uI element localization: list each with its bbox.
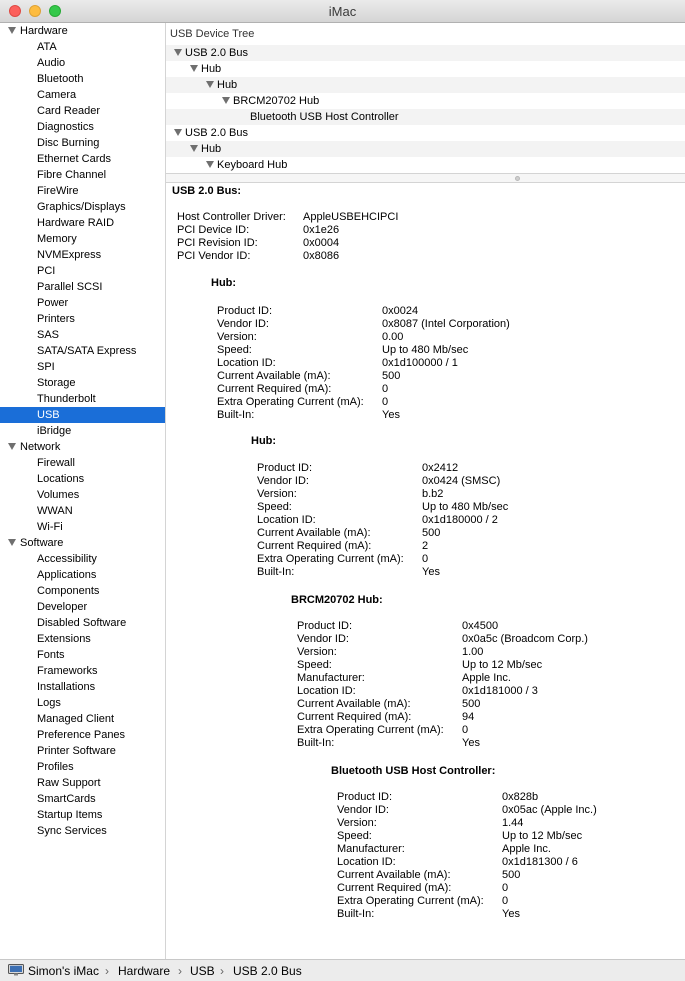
tree-row-label: Hub (201, 143, 222, 155)
disclosure-triangle-icon[interactable] (206, 81, 214, 88)
property-value: 0x1d100000 / 1 (382, 357, 458, 369)
sidebar-item-sata-sata-express[interactable]: SATA/SATA Express (37, 345, 137, 357)
property-label: PCI Vendor ID: (177, 250, 251, 262)
sidebar-item-applications[interactable]: Applications (37, 569, 97, 581)
sidebar-item-thunderbolt[interactable]: Thunderbolt (37, 393, 96, 405)
sidebar-item-accessibility[interactable]: Accessibility (37, 553, 97, 565)
path-separator-icon: › (105, 964, 109, 978)
property-value: 0x0024 (382, 305, 419, 317)
sidebar-item-disabled-software[interactable]: Disabled Software (37, 617, 127, 629)
property-label: Version: (217, 331, 257, 343)
sidebar-item-startup-items[interactable]: Startup Items (37, 809, 103, 821)
property-label: Extra Operating Current (mA): (217, 396, 364, 408)
sidebar-item-firewire[interactable]: FireWire (37, 185, 79, 197)
splitter-handle-icon[interactable] (515, 176, 520, 181)
property-value: Yes (382, 409, 400, 421)
tree-row[interactable] (166, 77, 685, 93)
tree-row-label: Hub (201, 63, 222, 75)
sidebar-item-graphics-displays[interactable]: Graphics/Displays (37, 201, 126, 213)
property-label: Built-In: (257, 566, 295, 578)
property-value: Apple Inc. (462, 672, 511, 684)
property-label: Manufacturer: (297, 672, 365, 684)
tree-row-label: BRCM20702 Hub (233, 95, 320, 107)
tree-row-label: Hub (217, 79, 238, 91)
property-label: Built-In: (297, 737, 335, 749)
sidebar-item-usb[interactable]: USB (0, 407, 165, 423)
tree-row[interactable] (166, 109, 685, 125)
sidebar-item-ata[interactable]: ATA (37, 41, 57, 53)
property-value: 0 (382, 396, 389, 408)
property-value: 0x1d180000 / 2 (422, 514, 498, 526)
property-value: 0 (382, 383, 389, 395)
sidebar-item-managed-client[interactable]: Managed Client (37, 713, 115, 725)
disclosure-triangle-icon[interactable] (174, 129, 182, 136)
disclosure-triangle-icon[interactable] (222, 97, 230, 104)
property-value: Yes (422, 566, 440, 578)
property-value: Yes (502, 908, 520, 920)
property-label: Version: (257, 488, 297, 500)
tree-row-label: Bluetooth USB Host Controller (250, 111, 399, 123)
property-label: Current Available (mA): (297, 698, 411, 710)
sidebar-item-printers[interactable]: Printers (37, 313, 75, 325)
device-title: Hub: (211, 277, 237, 289)
property-label: Current Available (mA): (257, 527, 371, 539)
sidebar-item-audio[interactable]: Audio (37, 57, 66, 69)
sidebar-group-label: Network (20, 441, 61, 453)
sidebar-item-spi[interactable]: SPI (37, 361, 55, 373)
tree-row[interactable] (166, 45, 685, 61)
property-value: Up to 480 Mb/sec (422, 501, 509, 513)
property-label: Manufacturer: (337, 843, 405, 855)
tree-row-label: USB 2.0 Bus (185, 47, 248, 59)
property-value: 1.00 (462, 646, 484, 658)
property-value: 0x1d181300 / 6 (502, 856, 578, 868)
property-label: Vendor ID: (217, 318, 269, 330)
sidebar-item-wi-fi[interactable]: Wi-Fi (37, 521, 63, 533)
property-label: PCI Revision ID: (177, 237, 258, 249)
sidebar-item-diagnostics[interactable]: Diagnostics (37, 121, 94, 133)
path-item-bus[interactable]: USB 2.0 Bus (233, 964, 302, 978)
property-label: Speed: (257, 501, 292, 513)
sidebar-item-printer-software[interactable]: Printer Software (37, 745, 116, 757)
sidebar-item-storage[interactable]: Storage (37, 377, 76, 389)
sidebar-item-bluetooth[interactable]: Bluetooth (37, 73, 84, 85)
property-value: Apple Inc. (502, 843, 551, 855)
property-label: Current Required (mA): (297, 711, 412, 723)
property-label: Product ID: (297, 620, 353, 632)
device-title: Bluetooth USB Host Controller: (331, 765, 496, 777)
property-value: 0x828b (502, 791, 539, 803)
property-value: 0 (422, 553, 429, 565)
sidebar-item-hardware-raid[interactable]: Hardware RAID (37, 217, 115, 229)
property-label: Speed: (337, 830, 372, 842)
property-label: Speed: (217, 344, 252, 356)
disclosure-triangle-icon[interactable] (190, 145, 198, 152)
disclosure-triangle-icon[interactable] (8, 539, 16, 546)
property-label: Current Required (mA): (337, 882, 452, 894)
property-value: AppleUSBEHCIPCI (303, 211, 399, 223)
disclosure-triangle-icon[interactable] (206, 161, 214, 168)
disclosure-triangle-icon[interactable] (174, 49, 182, 56)
pane-splitter[interactable] (166, 173, 685, 183)
sidebar-item-nvmexpress[interactable]: NVMExpress (37, 249, 102, 261)
property-label: PCI Device ID: (177, 224, 250, 236)
property-label: Vendor ID: (297, 633, 349, 645)
property-value: 0x8086 (303, 250, 340, 262)
sidebar-item-sync-services[interactable]: Sync Services (37, 825, 107, 837)
property-label: Built-In: (217, 409, 255, 421)
property-value: 0x0004 (303, 237, 340, 249)
sidebar-item-pci[interactable]: PCI (37, 265, 56, 277)
property-value: 0x05ac (Apple Inc.) (502, 804, 597, 816)
sidebar-item-sas[interactable]: SAS (37, 329, 60, 341)
sidebar-item-raw-support[interactable]: Raw Support (37, 777, 101, 789)
sidebar-group-network[interactable] (0, 439, 166, 455)
property-value: 500 (502, 869, 521, 881)
sidebar-item-memory[interactable]: Memory (37, 233, 77, 245)
property-value: 0x8087 (Intel Corporation) (382, 318, 510, 330)
property-label: Product ID: (217, 305, 273, 317)
sidebar-item-firewall[interactable]: Firewall (37, 457, 75, 469)
sidebar-item-camera[interactable]: Camera (37, 89, 77, 101)
sidebar-item-ethernet-cards[interactable]: Ethernet Cards (37, 153, 111, 165)
property-label: Current Required (mA): (217, 383, 332, 395)
property-value: 0x0424 (SMSC) (422, 475, 501, 487)
tree-row[interactable] (166, 157, 685, 173)
property-value: 0 (502, 895, 509, 907)
path-bar (0, 959, 685, 981)
property-value: 0x1e26 (303, 224, 340, 236)
sidebar-item-profiles[interactable]: Profiles (37, 761, 74, 773)
property-label: Version: (337, 817, 377, 829)
sidebar-item-parallel-scsi[interactable]: Parallel SCSI (37, 281, 103, 293)
usb-device-tree[interactable] (166, 45, 685, 173)
sidebar-item-card-reader[interactable]: Card Reader (37, 105, 100, 117)
property-label: Extra Operating Current (mA): (257, 553, 404, 565)
imac-icon (8, 964, 24, 976)
path-item-computer[interactable]: Simon's iMac (28, 964, 99, 978)
sidebar-group-hardware[interactable] (0, 23, 166, 39)
property-label: Location ID: (337, 856, 396, 868)
property-value: Up to 480 Mb/sec (382, 344, 469, 356)
detail-title: USB 2.0 Bus: (172, 185, 242, 197)
property-label: Version: (297, 646, 337, 658)
sidebar-item-fibre-channel[interactable]: Fibre Channel (37, 169, 107, 181)
property-label: Current Available (mA): (217, 370, 331, 382)
property-value: 0.00 (382, 331, 404, 343)
property-label: Current Required (mA): (257, 540, 372, 552)
property-label: Product ID: (257, 462, 313, 474)
property-value: 500 (382, 370, 401, 382)
title-bar[interactable] (0, 0, 685, 23)
sidebar-item-installations[interactable]: Installations (37, 681, 96, 693)
sidebar-item-disc-burning[interactable]: Disc Burning (37, 137, 100, 149)
tree-row[interactable] (166, 141, 685, 157)
property-label: Vendor ID: (257, 475, 309, 487)
sidebar-group-label: Software (20, 537, 64, 549)
path-item-usb[interactable]: USB (190, 964, 215, 978)
disclosure-triangle-icon[interactable] (8, 27, 16, 34)
disclosure-triangle-icon[interactable] (190, 65, 198, 72)
tree-row[interactable] (166, 61, 685, 77)
property-label: Vendor ID: (337, 804, 389, 816)
sidebar-item-wwan[interactable]: WWAN (37, 505, 73, 517)
sidebar-item-extensions[interactable]: Extensions (37, 633, 91, 645)
property-value: 0 (462, 724, 469, 736)
property-value: 94 (462, 711, 475, 723)
device-title: Hub: (251, 435, 277, 447)
tree-row[interactable] (166, 93, 685, 109)
property-value: b.b2 (422, 488, 444, 500)
property-label: Speed: (297, 659, 332, 671)
path-item-hardware[interactable]: Hardware (118, 964, 171, 978)
sidebar-item-fonts[interactable]: Fonts (37, 649, 65, 661)
property-value: 0x1d181000 / 3 (462, 685, 538, 697)
sidebar-item-locations[interactable]: Locations (37, 473, 85, 485)
property-value: 0 (502, 882, 509, 894)
window-title: iMac (328, 4, 357, 19)
path-separator-icon: › (178, 964, 182, 978)
path-separator-icon: › (220, 964, 224, 978)
sidebar-item-preference-panes[interactable]: Preference Panes (37, 729, 126, 741)
property-label: Built-In: (337, 908, 375, 920)
property-label: Extra Operating Current (mA): (337, 895, 484, 907)
tree-row[interactable] (166, 125, 685, 141)
tree-row-label: USB 2.0 Bus (185, 127, 248, 139)
property-label: Location ID: (297, 685, 356, 697)
sidebar-group-label: Hardware (20, 25, 68, 37)
sidebar-item-logs[interactable]: Logs (37, 697, 61, 709)
property-value: 2 (422, 540, 429, 552)
sidebar-contents-list[interactable] (0, 23, 166, 959)
property-value: 1.44 (502, 817, 524, 829)
sidebar-item-ibridge[interactable]: iBridge (37, 425, 72, 437)
property-value: 0x4500 (462, 620, 499, 632)
property-value: Up to 12 Mb/sec (462, 659, 543, 671)
property-value: 0x2412 (422, 462, 459, 474)
sidebar-item-components[interactable]: Components (37, 585, 100, 597)
tree-header-label: USB Device Tree (170, 28, 255, 40)
sidebar-item-frameworks[interactable]: Frameworks (37, 665, 98, 677)
property-label: Location ID: (257, 514, 316, 526)
sidebar-item-developer[interactable]: Developer (37, 601, 88, 613)
disclosure-triangle-icon[interactable] (8, 443, 16, 450)
property-label: Host Controller Driver: (177, 211, 286, 223)
property-label: Product ID: (337, 791, 393, 803)
tree-header (166, 23, 685, 46)
sidebar-item-volumes[interactable]: Volumes (37, 489, 80, 501)
property-value: 500 (462, 698, 481, 710)
property-value: Yes (462, 737, 480, 749)
device-title: BRCM20702 Hub: (291, 594, 383, 606)
property-value: Up to 12 Mb/sec (502, 830, 583, 842)
sidebar-item-power[interactable]: Power (37, 297, 69, 309)
property-label: Current Available (mA): (337, 869, 451, 881)
property-value: 500 (422, 527, 441, 539)
detail-pane (166, 183, 685, 959)
sidebar-item-smartcards[interactable]: SmartCards (37, 793, 96, 805)
property-value: 0x0a5c (Broadcom Corp.) (462, 633, 588, 645)
tree-row-label: Keyboard Hub (217, 159, 288, 171)
property-label: Extra Operating Current (mA): (297, 724, 444, 736)
sidebar-group-software[interactable] (0, 535, 166, 551)
property-label: Location ID: (217, 357, 276, 369)
